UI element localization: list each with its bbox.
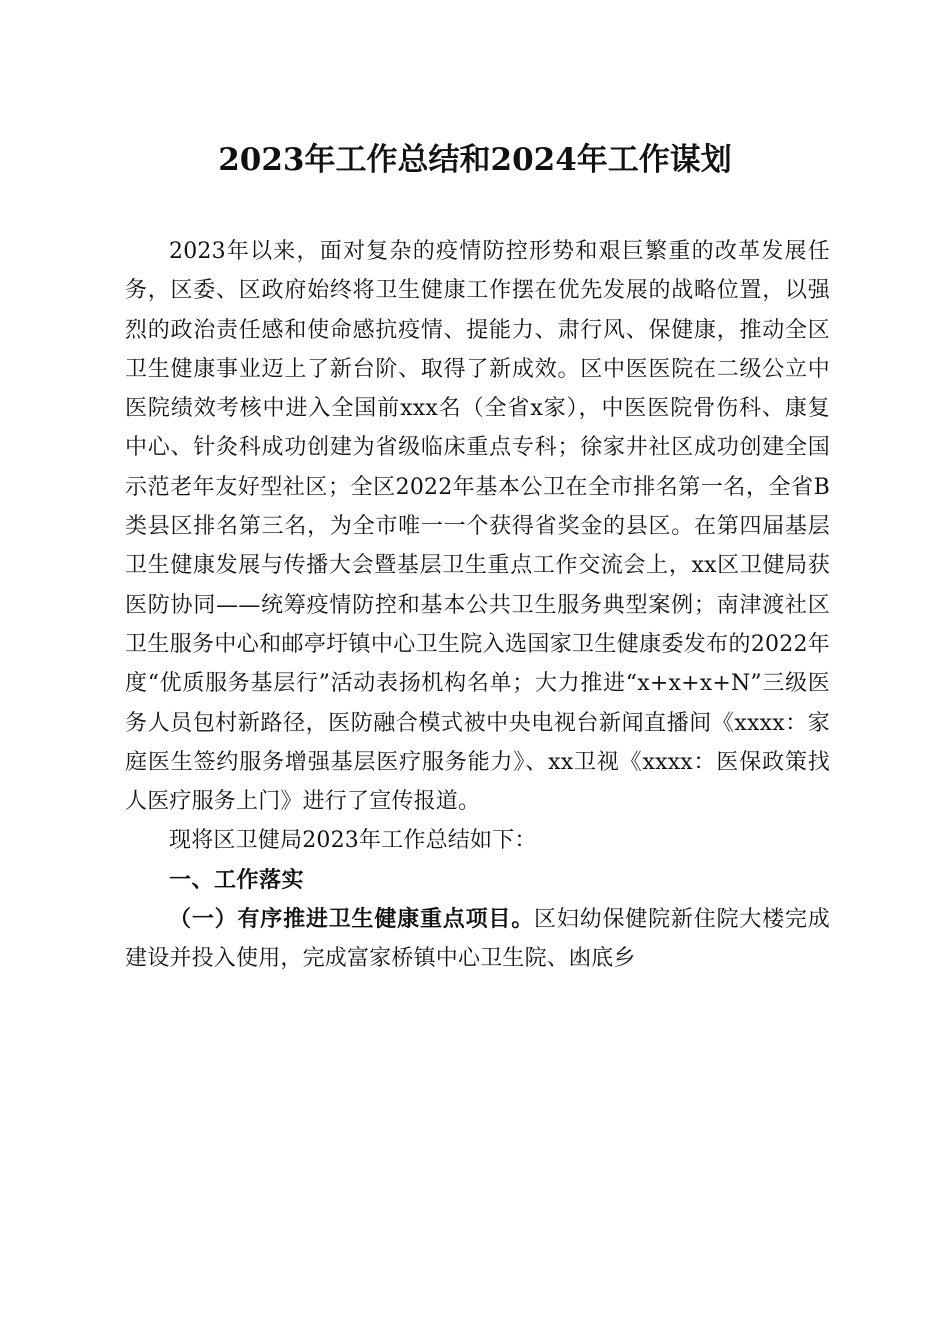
summary-lead-paragraph: 现将区卫健局2023年工作总结如下： bbox=[169, 828, 537, 854]
item-text: 区妇幼保健院新住院大楼完成建设并投入使用，完成富家桥镇中心卫生院、凼底乡 bbox=[125, 907, 830, 972]
document-body bbox=[125, 232, 830, 979]
document-title: 2023年工作总结和2024年工作谋划 bbox=[218, 142, 732, 178]
item-lead: （一）有序推进卫生健康重点项目。 bbox=[169, 906, 535, 933]
item-paragraph bbox=[125, 900, 830, 979]
section-heading: 一、工作落实 bbox=[169, 867, 305, 893]
intro-paragraph: 2023年以来，面对复杂的疫情防控形势和艰巨繁重的改革发展任务，区委、区政府始终将卫生健康工作摆在优先发展的战略位置，以强烈的政治责任感和使命感抗疫情、提能力、肃行风、保健康，推动全区卫生健康事业迈上了新台阶、取得了新成效。区中医医院在二级公立中医院绩效考核中进入全国前xxx名（全省x家），中医医院骨伤科、康复中心、针灸科成功创建为省级临床重点专科；徐家井社区成功创建全国示范老年友好型社区；全区2022年基本公卫在全市排名第一名，全省B类县区排名第三名，为全市唯一一个获得省奖金的县区。在第四届基层卫生健康发展与传播大会暨基层卫生重点工作交流会上，xx区卫健局获医防协同——统筹疫情防控和基本公共卫生服务典型案例；南津渡社区卫生服务中心和邮亭圩镇中心卫生院入选国家卫生健康委发布的2022年度“优质服务基层行”活动表扬机构名单；大力推进“x+x+x+N”三级医务人员包村新路径，医防融合模式被中央电视台新闻直播间《xxxx：家庭医生签约服务增强基层医疗服务能力》、xx卫视《xxxx：医保政策找人医疗服务上门》进行了宣传报道。 bbox=[125, 239, 830, 815]
